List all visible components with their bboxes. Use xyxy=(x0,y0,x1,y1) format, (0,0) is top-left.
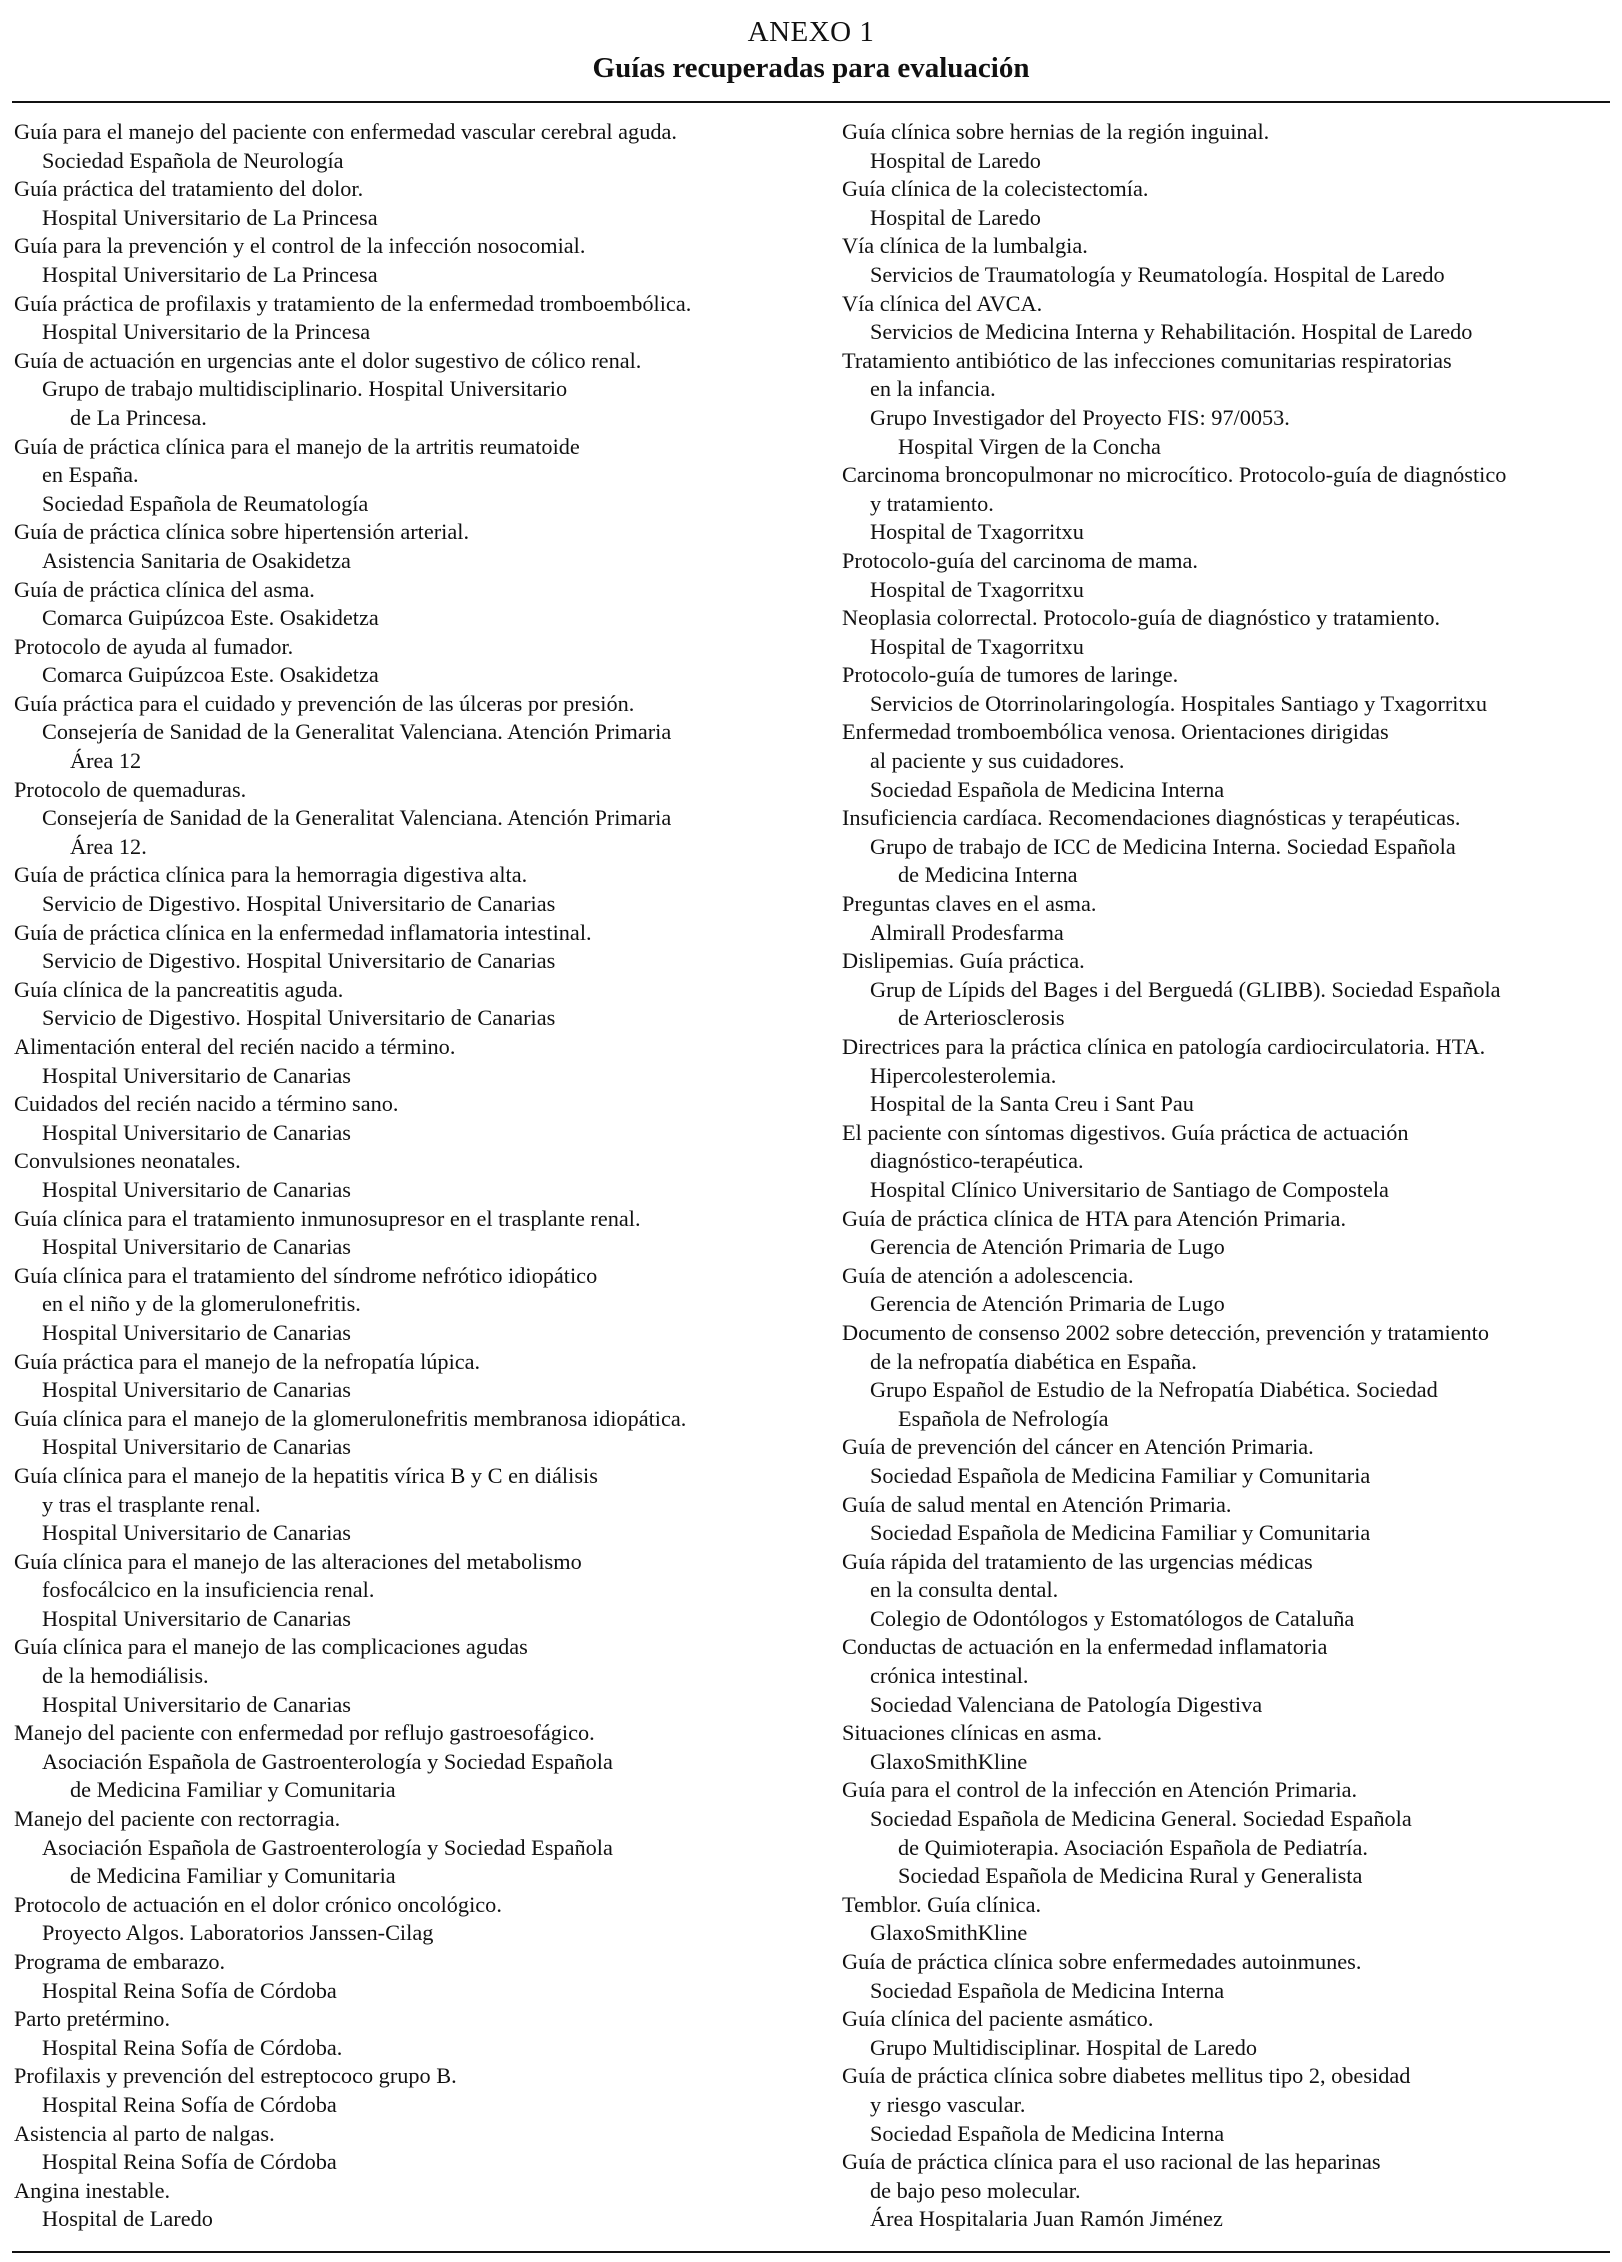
guide-title: Guía práctica para el cuidado y prevención de las úlceras por presión. xyxy=(14,690,635,716)
guide-source: en la consulta dental. xyxy=(870,1577,1059,1603)
guide-title: Programa de embarazo. xyxy=(14,1949,226,1974)
guide-source: Sociedad Valenciana de Patología Digestiva xyxy=(870,1691,1263,1717)
guide-source: Hospital de Laredo xyxy=(870,204,1041,230)
guide-source: Área Hospitalaria Juan Ramón Jiménez xyxy=(870,2206,1223,2232)
guide-source: Sociedad Española de Medicina Familiar y Comunitaria xyxy=(870,1520,1371,1546)
guide-source: Sociedad Española de Neurología xyxy=(42,147,344,173)
guide-source: de Medicina Familiar y Comunitaria xyxy=(70,1777,396,1803)
guide-source: Comarca Guipúzcoa Este. Osakidetza xyxy=(42,605,379,631)
guide-title: Asistencia al parto de nalgas. xyxy=(14,2120,275,2146)
guide-source: Grupo Español de Estudio de la Nefropatía Diabética. Sociedad xyxy=(870,1377,1438,1403)
guide-source: Hospital Reina Sofía de Córdoba xyxy=(42,2149,337,2175)
guide-title: Protocolo-guía de tumores de laringe. xyxy=(842,662,1179,688)
guide-source: en la infancia. xyxy=(870,376,996,402)
guide-source: Grupo Multidisciplinar. Hospital de Laredo xyxy=(870,2034,1258,2060)
guide-source: Consejería de Sanidad de la Generalitat Valenciana. Atención Primaria xyxy=(42,805,672,831)
guide-title: Protocolo de actuación en el dolor crónico oncológico. xyxy=(14,1891,502,1917)
guide-title: Guía de actuación en urgencias ante el dolor sugestivo de cólico renal. xyxy=(14,347,642,373)
guide-source: Comarca Guipúzcoa Este. Osakidetza xyxy=(42,662,379,688)
guide-source: Consejería de Sanidad de la Generalitat Valenciana. Atención Primaria xyxy=(42,719,672,745)
guide-source: de Medicina Familiar y Comunitaria xyxy=(70,1863,396,1889)
guide-title: Directrices para la práctica clínica en patología cardiocirculatoria. HTA. xyxy=(842,1034,1486,1059)
guide-title: Guía para el manejo del paciente con enfermedad vascular cerebral aguda. xyxy=(14,119,677,144)
guide-title: Neoplasia colorrectal. Protocolo-guía de diagnóstico y tratamiento. xyxy=(842,605,1441,631)
guide-source: de La Princesa. xyxy=(70,404,207,430)
guide-title: Guía de práctica clínica para el uso racional de las heparinas xyxy=(842,2149,1381,2175)
guide-source: Hospital Universitario de La Princesa xyxy=(42,204,378,230)
guide-title: Conductas de actuación en la enfermedad inflamatoria xyxy=(842,1634,1328,1660)
guide-source: Sociedad Española de Medicina Interna xyxy=(870,776,1225,802)
guide-source: Servicio de Digestivo. Hospital Universitario de Canarias xyxy=(42,1005,556,1031)
guide-title: Profilaxis y prevención del estreptococo grupo B. xyxy=(14,2063,457,2089)
guide-title: Guía clínica sobre hernias de la región inguinal. xyxy=(842,119,1270,144)
guide-source: Hospital Universitario de Canarias xyxy=(42,1062,351,1088)
guide-title: Guía rápida del tratamiento de las urgencias médicas xyxy=(842,1548,1313,1574)
guide-title: Guía clínica de la pancreatitis aguda. xyxy=(14,976,344,1002)
guide-source: Hospital Universitario de Canarias xyxy=(42,1605,351,1631)
guide-source: Hospital de Txagorritxu xyxy=(870,519,1084,545)
guide-source: y tras el trasplante renal. xyxy=(42,1491,261,1517)
bottom-rule xyxy=(12,2251,1610,2253)
guide-source: Almirall Prodesfarma xyxy=(870,919,1064,945)
guide-source: Asociación Española de Gastroenterología y Sociedad Española xyxy=(42,1834,613,1860)
guide-source: Sociedad Española de Medicina Familiar y Comunitaria xyxy=(870,1462,1371,1488)
guide-title: Parto pretérmino. xyxy=(14,2006,171,2032)
guide-title: Enfermedad tromboembólica venosa. Orientaciones dirigidas xyxy=(842,719,1389,745)
guide-title: Guía práctica del tratamiento del dolor. xyxy=(14,176,364,202)
guide-source: Sociedad Española de Medicina Interna xyxy=(870,1977,1225,2003)
guide-title: Guía práctica para el manejo de la nefropatía lúpica. xyxy=(14,1348,481,1374)
guide-source: Servicios de Otorrinolaringología. Hospitales Santiago y Txagorritxu xyxy=(870,690,1487,716)
guide-source: de Medicina Interna xyxy=(898,862,1078,888)
guide-title: Guía clínica para el manejo de la glomerulonefritis membranosa idiopática. xyxy=(14,1405,687,1431)
guide-title: Guía clínica del paciente asmático. xyxy=(842,2006,1154,2032)
guide-title: Guía clínica para el tratamiento inmunosupresor en el trasplante renal. xyxy=(14,1205,641,1231)
guide-title: Alimentación enteral del recién nacido a término. xyxy=(14,1034,456,1059)
guide-source: Área 12 xyxy=(70,748,142,774)
guide-title: Manejo del paciente con enfermedad por reflujo gastroesofágico. xyxy=(14,1720,595,1746)
guide-title: Guía de práctica clínica sobre enfermedades autoinmunes. xyxy=(842,1949,1362,1974)
guide-source: Sociedad Española de Reumatología xyxy=(42,490,369,516)
guide-title: Guía clínica para el manejo de las alteraciones del metabolismo xyxy=(14,1548,582,1574)
guide-title: El paciente con síntomas digestivos. Guía práctica de actuación xyxy=(842,1119,1409,1145)
guide-source: de Quimioterapia. Asociación Española de Pediatría. xyxy=(898,1834,1368,1860)
guide-source: de la nefropatía diabética en España. xyxy=(870,1348,1197,1374)
guide-source: Asociación Española de Gastroenterología y Sociedad Española xyxy=(42,1748,613,1774)
guide-source: Hospital de la Santa Creu i Sant Pau xyxy=(870,1091,1194,1117)
guide-source: Hospital Reina Sofía de Córdoba xyxy=(42,1977,337,2003)
guide-title: Manejo del paciente con rectorragia. xyxy=(14,1806,341,1832)
annex-subtitle: Guías recuperadas para evaluación xyxy=(592,52,1030,84)
guide-source: Grup de Lípids del Bages i del Berguedá (GLIBB). Sociedad Española xyxy=(870,976,1501,1002)
guide-source: Hospital Universitario de Canarias xyxy=(42,1319,351,1345)
guide-source: Gerencia de Atención Primaria de Lugo xyxy=(870,1291,1225,1317)
guide-source: Hospital Universitario de Canarias xyxy=(42,1520,351,1546)
guide-title: Guía de práctica clínica del asma. xyxy=(14,576,315,602)
guide-title: Guía de práctica clínica sobre diabetes mellitus tipo 2, obesidad xyxy=(842,2063,1411,2089)
guide-source: Hospital de Laredo xyxy=(42,2206,213,2232)
guide-source: Hospital de Laredo xyxy=(870,147,1041,173)
guide-source: Sociedad Española de Medicina Rural y Generalista xyxy=(898,1863,1363,1889)
guide-title: Guía de práctica clínica en la enfermedad inflamatoria intestinal. xyxy=(14,919,592,945)
guide-title: Guía para la prevención y el control de la infección nosocomial. xyxy=(14,233,586,259)
guide-title: Guía clínica para el manejo de la hepatitis vírica B y C en diálisis xyxy=(14,1462,598,1488)
guide-source: Hospital Universitario de Canarias xyxy=(42,1176,351,1202)
guide-source: Hospital de Txagorritxu xyxy=(870,576,1084,602)
guide-source: en el niño y de la glomerulonefritis. xyxy=(42,1291,361,1317)
guide-source: Hospital Universitario de Canarias xyxy=(42,1234,351,1260)
guide-title: Carcinoma broncopulmonar no microcítico. Protocolo-guía de diagnóstico xyxy=(842,462,1507,488)
left-column xyxy=(14,118,824,2234)
guide-source: Hospital Universitario de Canarias xyxy=(42,1434,351,1460)
guide-title: Guía para el control de la infección en Atención Primaria. xyxy=(842,1777,1358,1803)
guide-source: GlaxoSmithKline xyxy=(870,1920,1028,1946)
guide-source: Hospital Universitario de Canarias xyxy=(42,1691,351,1717)
guide-source: Hospital Reina Sofía de Córdoba. xyxy=(42,2034,343,2060)
guide-source: Servicios de Traumatología y Reumatología. Hospital de Laredo xyxy=(870,261,1445,287)
guide-source: Hospital Clínico Universitario de Santiago de Compostela xyxy=(870,1176,1389,1202)
guide-title: Guía práctica de profilaxis y tratamiento de la enfermedad tromboembólica. xyxy=(14,290,692,316)
guide-title: Vía clínica de la lumbalgia. xyxy=(842,233,1088,259)
guide-source: Servicios de Medicina Interna y Rehabilitación. Hospital de Laredo xyxy=(870,319,1473,345)
guide-title: Guía de prevención del cáncer en Atención Primaria. xyxy=(842,1434,1314,1460)
guide-title: Guía clínica para el tratamiento del síndrome nefrótico idiopático xyxy=(14,1262,598,1288)
guide-source: Hospital Universitario de Canarias xyxy=(42,1119,351,1145)
guide-title: Protocolo de ayuda al fumador. xyxy=(14,633,294,659)
top-rule xyxy=(12,101,1610,103)
guide-source: de Arteriosclerosis xyxy=(898,1005,1065,1031)
guide-source: Área 12. xyxy=(70,833,147,859)
guide-source: de bajo peso molecular. xyxy=(870,2177,1081,2203)
right-column xyxy=(842,118,1622,2234)
guide-title: Guía de práctica clínica para la hemorragia digestiva alta. xyxy=(14,862,528,888)
guide-source: Española de Nefrología xyxy=(898,1405,1109,1431)
guide-source: Servicio de Digestivo. Hospital Universitario de Canarias xyxy=(42,948,556,974)
guide-source: diagnóstico-terapéutica. xyxy=(870,1148,1084,1174)
guide-title: Vía clínica del AVCA. xyxy=(842,290,1043,316)
guide-title: Guía de práctica clínica para el manejo de la artritis reumatoide xyxy=(14,433,580,459)
guide-source: crónica intestinal. xyxy=(870,1663,1029,1689)
guide-title: Guía clínica de la colecistectomía. xyxy=(842,176,1149,202)
guide-source: Colegio de Odontólogos y Estomatólogos de Cataluña xyxy=(870,1605,1355,1631)
guide-title: Dislipemias. Guía práctica. xyxy=(842,948,1085,974)
guide-title: Temblor. Guía clínica. xyxy=(842,1891,1042,1917)
guide-source: Grupo Investigador del Proyecto FIS: 97/0053. xyxy=(870,404,1290,430)
annex-title: ANEXO 1 xyxy=(747,16,875,48)
guide-title: Cuidados del recién nacido a término sano. xyxy=(14,1091,399,1117)
guide-source: Hospital Virgen de la Concha xyxy=(898,433,1161,459)
guide-title: Documento de consenso 2002 sobre detección, prevención y tratamiento xyxy=(842,1319,1490,1345)
guide-source: fosfocálcico en la insuficiencia renal. xyxy=(42,1577,375,1603)
guide-title: Tratamiento antibiótico de las infecciones comunitarias respiratorias xyxy=(842,347,1452,373)
guide-source: Hipercolesterolemia. xyxy=(870,1062,1057,1088)
guide-source: Hospital Reina Sofía de Córdoba xyxy=(42,2091,337,2117)
guide-source: Sociedad Española de Medicina General. Sociedad Española xyxy=(870,1806,1412,1832)
guide-source: Sociedad Española de Medicina Interna xyxy=(870,2120,1225,2146)
guide-source: y tratamiento. xyxy=(870,490,994,516)
guide-title: Guía de atención a adolescencia. xyxy=(842,1262,1134,1288)
guide-source: en España. xyxy=(42,462,139,488)
guide-title: Guía de práctica clínica de HTA para Atención Primaria. xyxy=(842,1205,1347,1231)
guide-source: al paciente y sus cuidadores. xyxy=(870,748,1125,774)
guide-source: Servicio de Digestivo. Hospital Universitario de Canarias xyxy=(42,891,556,917)
guide-source: Grupo de trabajo de ICC de Medicina Interna. Sociedad Española xyxy=(870,833,1456,859)
guide-source: Asistencia Sanitaria de Osakidetza xyxy=(42,547,351,573)
guide-title: Protocolo-guía del carcinoma de mama. xyxy=(842,547,1198,573)
guide-source: GlaxoSmithKline xyxy=(870,1748,1028,1774)
guide-source: Grupo de trabajo multidisciplinario. Hospital Universitario xyxy=(42,376,568,402)
guide-title: Guía de salud mental en Atención Primaria. xyxy=(842,1491,1232,1517)
guide-title: Angina inestable. xyxy=(14,2177,171,2203)
guide-title: Convulsiones neonatales. xyxy=(14,1148,241,1174)
guide-source: Hospital de Txagorritxu xyxy=(870,633,1084,659)
guide-title: Guía clínica para el manejo de las complicaciones agudas xyxy=(14,1634,528,1660)
document-header xyxy=(0,14,1622,86)
guide-title: Guía de práctica clínica sobre hipertensión arterial. xyxy=(14,519,470,545)
guide-source: Proyecto Algos. Laboratorios Janssen-Cilag xyxy=(42,1920,434,1946)
guide-title: Preguntas claves en el asma. xyxy=(842,891,1097,917)
guide-source: de la hemodiálisis. xyxy=(42,1663,209,1689)
guide-source: Hospital Universitario de Canarias xyxy=(42,1377,351,1403)
guide-title: Protocolo de quemaduras. xyxy=(14,776,247,802)
guide-title: Situaciones clínicas en asma. xyxy=(842,1720,1103,1746)
guide-source: Gerencia de Atención Primaria de Lugo xyxy=(870,1234,1225,1260)
guide-source: Hospital Universitario de La Princesa xyxy=(42,261,378,287)
guide-title: Insuficiencia cardíaca. Recomendaciones diagnósticas y terapéuticas. xyxy=(842,805,1461,831)
guide-source: Hospital Universitario de la Princesa xyxy=(42,319,371,345)
guide-source: y riesgo vascular. xyxy=(870,2091,1026,2117)
